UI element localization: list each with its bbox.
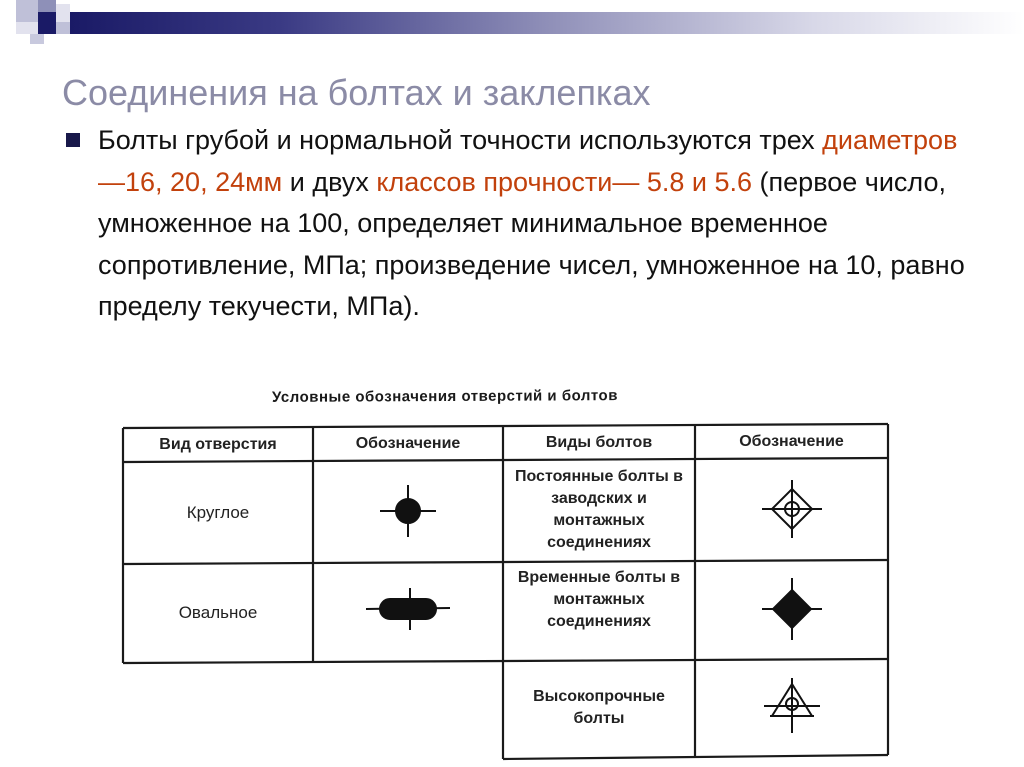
permanent-bolt-symbol-icon xyxy=(762,480,822,538)
hole-type-oval: Овальное xyxy=(178,603,258,622)
deco-square xyxy=(38,12,56,34)
deco-square xyxy=(16,22,38,34)
slide-title: Соединения на болтах и заклепках xyxy=(62,72,651,113)
bullet-text-part: (первое число, умноженное на 100, определяет минимальное временное сопротивление, МПа; произведение чисел, умноженное на 10, равно пределу текучести, МПа). xyxy=(98,166,965,321)
high-strength-bolt-symbol-icon xyxy=(764,678,820,733)
deco-square xyxy=(56,4,70,22)
top-decoration xyxy=(0,0,1024,44)
bolt-type-temporary: Временные болты в монтажных соединениях xyxy=(517,569,681,630)
deco-square xyxy=(56,22,70,34)
deco-square xyxy=(38,0,56,12)
header-hole-type: Вид отверстия xyxy=(159,435,277,453)
bolt-type-permanent: Постоянные болты в заводских и монтажных соединениях xyxy=(514,468,684,551)
header-hole-symbol: Обозначение xyxy=(355,434,461,452)
header-bolt-symbol: Обозначение xyxy=(739,432,844,450)
bullet-text-part: и двух xyxy=(282,166,377,197)
round-hole-symbol-icon xyxy=(380,485,436,537)
hole-type-round: Круглое xyxy=(186,502,250,522)
bolt-type-high-strength: Высокопрочные болты xyxy=(533,688,665,727)
deco-square xyxy=(30,34,44,44)
gradient-bar xyxy=(70,12,1024,34)
diameters-highlight: диаметров—16, 20, 24мм xyxy=(98,125,958,197)
temporary-bolt-symbol-icon xyxy=(762,578,822,640)
oval-hole-symbol-icon xyxy=(366,588,450,630)
table-caption: Условные обозначения отверстий и болтов xyxy=(271,387,618,406)
bullet-text xyxy=(98,120,978,328)
table-line xyxy=(503,755,888,759)
strength-classes-highlight: классов прочности— 5.8 и 5.6 xyxy=(376,166,753,197)
bullet-text-part: Болты грубой и нормальной точности используются трех xyxy=(98,125,823,155)
header-bolt-type: Виды болтов xyxy=(545,433,653,451)
bullet-square-icon xyxy=(66,133,80,147)
deco-square xyxy=(16,0,38,22)
